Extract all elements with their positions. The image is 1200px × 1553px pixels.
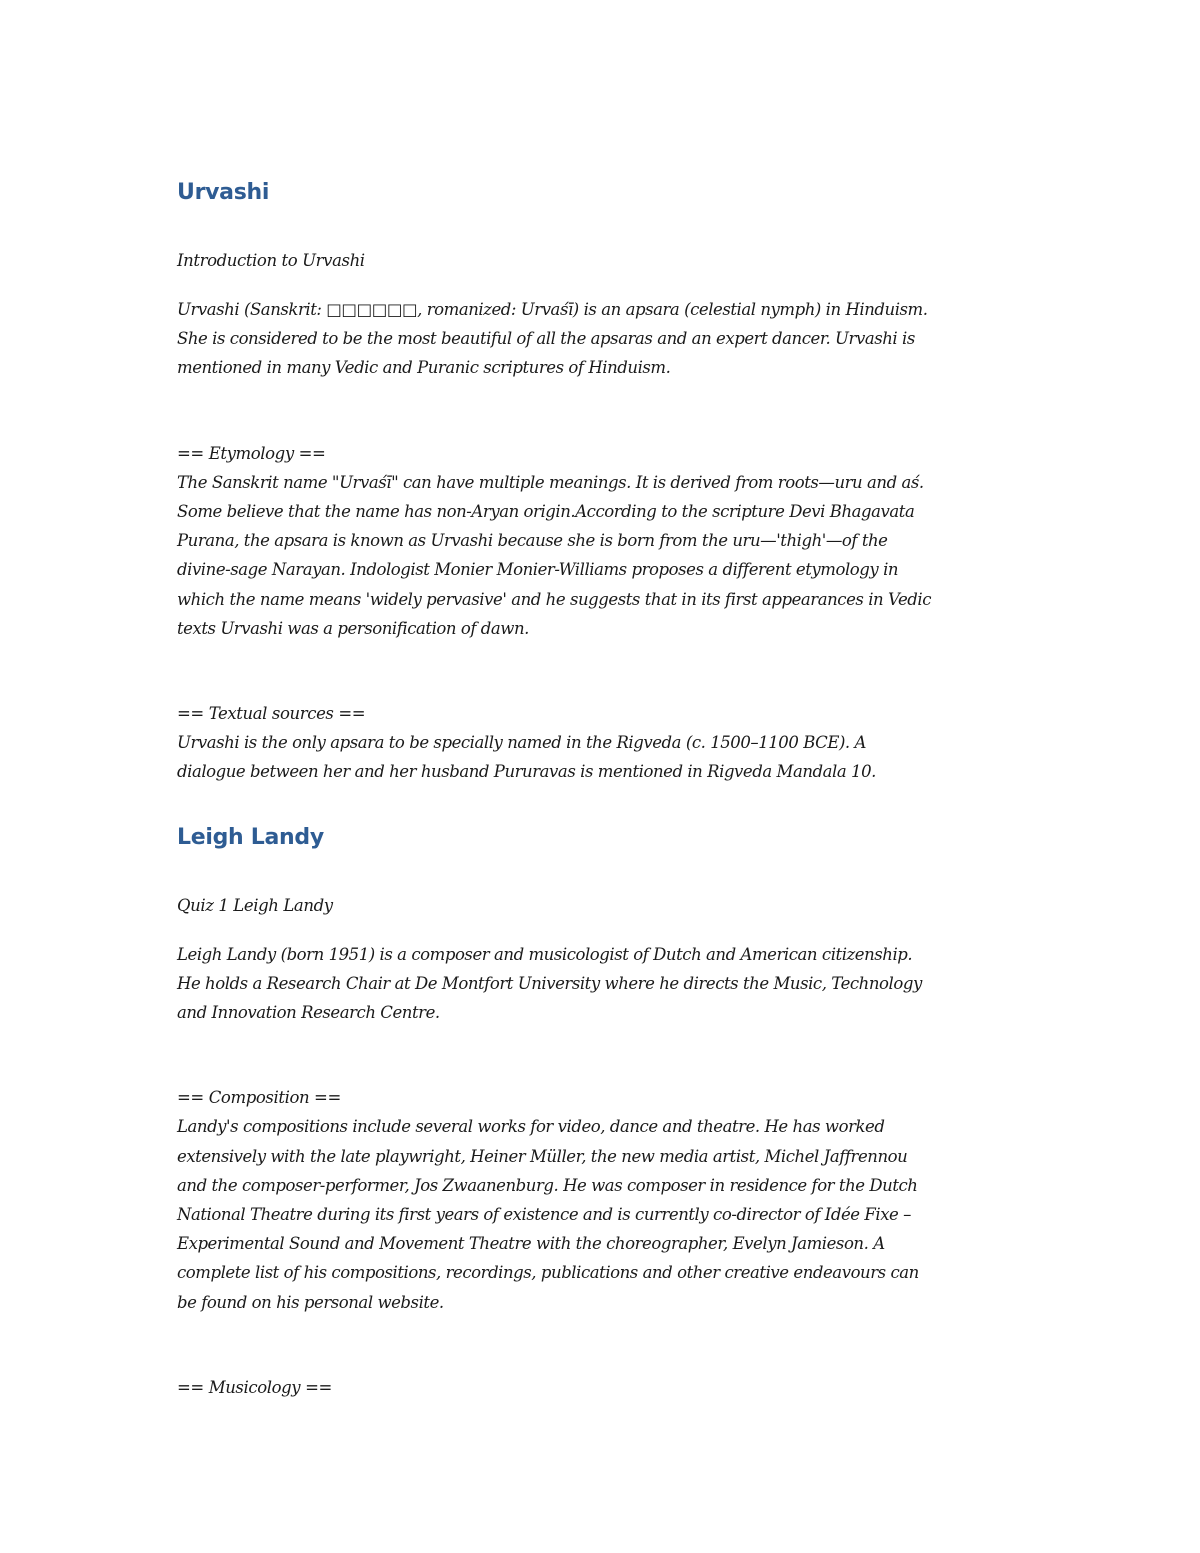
subsection-heading-etymology: == Etymology == <box>177 443 326 463</box>
document-page <box>177 176 1027 1402</box>
section-title-leigh-landy: Leigh Landy <box>177 824 324 850</box>
subsection-text-composition: Landy's compositions include several works for video, dance and theatre. He has worked extensively with the late playwright, Heiner Müller, the new media artist, Michel Jaffrennou and the composer-performer, Jos Zwaanenburg. He was composer in residence for the Dutch National Theatre during its first years of existence and is currently co-director of Idée Fixe – Experimental Sound and Movement Theatre with the choreographer, Evelyn Jamieson. A complete list of his compositions, recordings, publications and other creative endeavours can be found on his personal website. <box>177 1117 919 1312</box>
section-title-urvashi: Urvashi <box>177 180 270 205</box>
subsection-heading-composition: == Composition == <box>177 1088 341 1108</box>
section-subtitle-urvashi: Introduction to Urvashi <box>177 251 365 270</box>
subsection-text-etymology: The Sanskrit name "Urvaśī" can have multiple meanings. It is derived from roots—uru and aś. Some believe that the name has non-Aryan origin.According to the scripture Devi Bhagavata Purana, the apsara is known as Urvashi because she is born from the uru—'thigh'—of the divine-sage Narayan. Indologist Monier Monier-Williams proposes a different etymology in which the name means 'widely pervasive' and he suggests that in its first appearances in Vedic texts Urvashi was a personification of dawn. <box>177 472 931 638</box>
subsection-text-textual-sources: Urvashi is the only apsara to be specially named in the Rigveda (c. 1500–1100 BCE). A dialogue between her and her husband Pururavas is mentioned in Rigveda Mandala 10. <box>177 733 876 782</box>
intro-paragraph-leigh-landy: Leigh Landy (born 1951) is a composer and musicologist of Dutch and American citizenship. He holds a Research Chair at De Montfort University where he directs the Music, Technology and Innovation Research Centre. <box>177 944 922 1023</box>
intro-paragraph-urvashi: Urvashi (Sanskrit: □□□□□□, romanized: Urvaśī) is an apsara (celestial nymph) in Hinduism. She is considered to be the most beautiful of all the apsaras and an expert dancer. Urvashi is mentioned in many Vedic and Puranic scriptures of Hinduism. <box>177 300 928 378</box>
section-subtitle-leigh-landy: Quiz 1 Leigh Landy <box>177 895 333 915</box>
subsection-heading-textual-sources: == Textual sources == <box>177 704 366 724</box>
subsection-heading-musicology: == Musicology == <box>177 1377 332 1397</box>
